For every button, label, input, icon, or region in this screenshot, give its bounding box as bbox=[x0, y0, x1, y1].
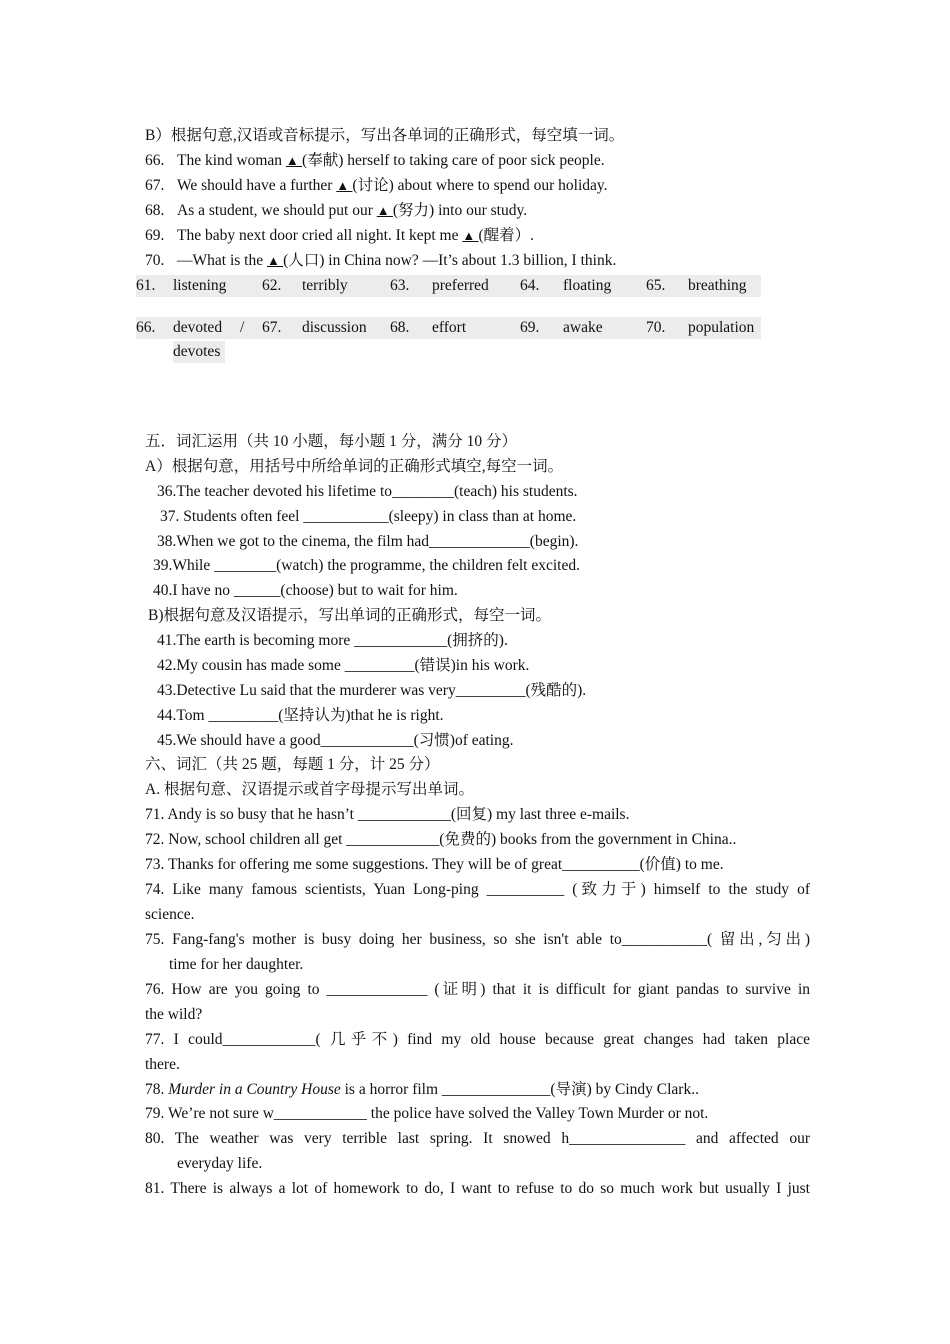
section-6-title: 六、词汇（共 25 题，每题 1 分，计 25 分） bbox=[145, 756, 440, 773]
question-67 bbox=[145, 176, 608, 196]
question-77-line-1: 77. I could____________( 几乎不) find my old house because great changes had taken place bbox=[145, 1031, 810, 1048]
answer-number: 66. bbox=[136, 319, 156, 336]
question-75-line-1: 75. Fang-fang's mother is busy doing her business, so she isn't able to___________( 留出,匀出) bbox=[145, 931, 810, 948]
triangle-marker: ▲ bbox=[376, 203, 393, 218]
question-71: 71. Andy is so busy that he hasn’t ____________(回复) my last three e-mails. bbox=[145, 806, 630, 823]
question-78 bbox=[145, 1080, 699, 1100]
question-80-line-1: 80. The weather was very terrible last spring. It snowed h_______________ and affected our bbox=[145, 1130, 810, 1147]
question-73: 73. Thanks for offering me some suggestions. They will be of great__________(价值) to me. bbox=[145, 856, 724, 873]
answer-blank[interactable] bbox=[377, 202, 393, 219]
answer-word: terribly bbox=[302, 277, 348, 294]
question-text: As a student, we should put our bbox=[177, 202, 377, 219]
question-hint: (讨论) about where to spend our holiday. bbox=[352, 177, 608, 194]
question-74-line-2: science. bbox=[145, 906, 195, 923]
answer-word: effort bbox=[432, 319, 467, 336]
question-39: 39.While ________(watch) the programme, the children felt excited. bbox=[153, 557, 580, 574]
question-76-line-2: the wild? bbox=[145, 1006, 203, 1023]
question-hint: (奉献) herself to taking care of poor sick people. bbox=[302, 152, 605, 169]
question-81-line-1: 81. There is always a lot of homework to do, I want to refuse to do so much work but usually I just bbox=[145, 1180, 810, 1197]
answer-row-2 bbox=[136, 317, 761, 339]
question-text: The kind woman bbox=[177, 152, 286, 169]
question-text: We should have a further bbox=[177, 177, 337, 194]
question-number: 70. bbox=[145, 252, 165, 269]
question-75-line-2: time for her daughter. bbox=[169, 956, 304, 973]
answer-word: listening bbox=[173, 277, 227, 294]
answer-blank[interactable] bbox=[336, 177, 352, 194]
answer-number: 67. bbox=[262, 319, 282, 336]
answer-number: 69. bbox=[520, 319, 540, 336]
triangle-marker: ▲ bbox=[462, 228, 479, 243]
answer-word: awake bbox=[563, 319, 603, 336]
answer-slash: / bbox=[240, 319, 245, 336]
question-74-line-1: 74. Like many famous scientists, Yuan Long-ping __________ (致力于) himself to the study of bbox=[145, 881, 810, 898]
answer-number: 64. bbox=[520, 277, 540, 294]
question-number: 78. bbox=[145, 1081, 169, 1098]
section-5-title: 五．词汇运用（共 10 小题，每小题 1 分，满分 10 分） bbox=[145, 433, 518, 450]
question-40: 40.I have no ______(choose) but to wait for him. bbox=[153, 582, 458, 599]
answer-word: discussion bbox=[302, 319, 367, 336]
question-number: 69. bbox=[145, 227, 165, 244]
question-45: 45.We should have a good____________(习惯)of eating. bbox=[157, 732, 514, 749]
question-text: —What is the bbox=[177, 252, 267, 269]
question-79: 79. We’re not sure w____________ the police have solved the Valley Town Murder or not. bbox=[145, 1105, 709, 1122]
answer-word: population bbox=[688, 319, 755, 336]
question-37: 37. Students often feel ___________(sleepy) in class than at home. bbox=[160, 508, 577, 525]
question-number: 67. bbox=[145, 177, 165, 194]
triangle-marker: ▲ bbox=[266, 253, 284, 268]
answer-number: 68. bbox=[390, 319, 410, 336]
question-text: The baby next door cried all night. It kept me bbox=[177, 227, 463, 244]
section-6-part-a-heading: A. 根据句意、汉语提示或首字母提示写出单词。 bbox=[145, 781, 474, 798]
question-hint: (努力) into our study. bbox=[392, 202, 528, 219]
question-hint: (人口) in China now? —It’s about 1.3 billion, I think. bbox=[283, 252, 617, 269]
question-text: is a horror film ______________(导演) by Cindy Clark.. bbox=[340, 1081, 699, 1098]
question-72: 72. Now, school children all get ____________(免费的) books from the government in China.. bbox=[145, 831, 737, 848]
question-36: 36.The teacher devoted his lifetime to________(teach) his students. bbox=[157, 483, 578, 500]
section-5-part-b-heading: B)根据句意及汉语提示，写出单词的正确形式，每空一词。 bbox=[148, 607, 552, 624]
answer-word: floating bbox=[563, 277, 612, 294]
answer-word: breathing bbox=[688, 277, 747, 294]
question-66 bbox=[145, 151, 605, 171]
answer-number: 65. bbox=[646, 277, 666, 294]
answer-number: 62. bbox=[262, 277, 282, 294]
answer-word: devoted bbox=[173, 319, 223, 336]
answer-row-1 bbox=[136, 275, 761, 297]
question-42: 42.My cousin has made some _________(错误)in his work. bbox=[157, 657, 530, 674]
question-69 bbox=[145, 226, 534, 246]
answer-number: 63. bbox=[390, 277, 410, 294]
section-5-part-a-heading: A）根据句意，用括号中所给单词的正确形式填空,每空一词。 bbox=[145, 458, 564, 475]
answer-row-2-continuation bbox=[173, 341, 225, 363]
question-77-line-2: there. bbox=[145, 1056, 180, 1073]
answer-word: preferred bbox=[432, 277, 489, 294]
triangle-marker: ▲ bbox=[336, 178, 353, 193]
answer-number: 61. bbox=[136, 277, 156, 294]
answer-number: 70. bbox=[646, 319, 666, 336]
answer-blank[interactable] bbox=[267, 252, 283, 269]
answer-word: devotes bbox=[173, 343, 221, 360]
question-41: 41.The earth is becoming more ____________(拥挤的). bbox=[157, 632, 508, 649]
question-68 bbox=[145, 201, 527, 221]
question-hint: (醒着）. bbox=[478, 227, 535, 244]
section-b-heading: B）根据句意,汉语或音标提示，写出各单词的正确形式，每空填一词。 bbox=[145, 127, 625, 144]
film-title: Murder in a Country House bbox=[168, 1081, 341, 1098]
answer-blank[interactable] bbox=[286, 152, 302, 169]
question-80-line-2: everyday life. bbox=[177, 1155, 263, 1172]
triangle-marker: ▲ bbox=[285, 153, 303, 168]
question-38: 38.When we got to the cinema, the film had_____________(begin). bbox=[157, 533, 579, 550]
answer-blank[interactable] bbox=[462, 227, 478, 244]
question-number: 68. bbox=[145, 202, 165, 219]
question-43: 43.Detective Lu said that the murderer was very_________(残酷的). bbox=[157, 682, 587, 699]
question-number: 66. bbox=[145, 152, 165, 169]
question-44: 44.Tom _________(坚持认为)that he is right. bbox=[157, 707, 444, 724]
question-70 bbox=[145, 251, 616, 271]
question-76-line-1: 76. How are you going to _____________ (证明) that it is difficult for giant pandas to survive in bbox=[145, 981, 810, 998]
